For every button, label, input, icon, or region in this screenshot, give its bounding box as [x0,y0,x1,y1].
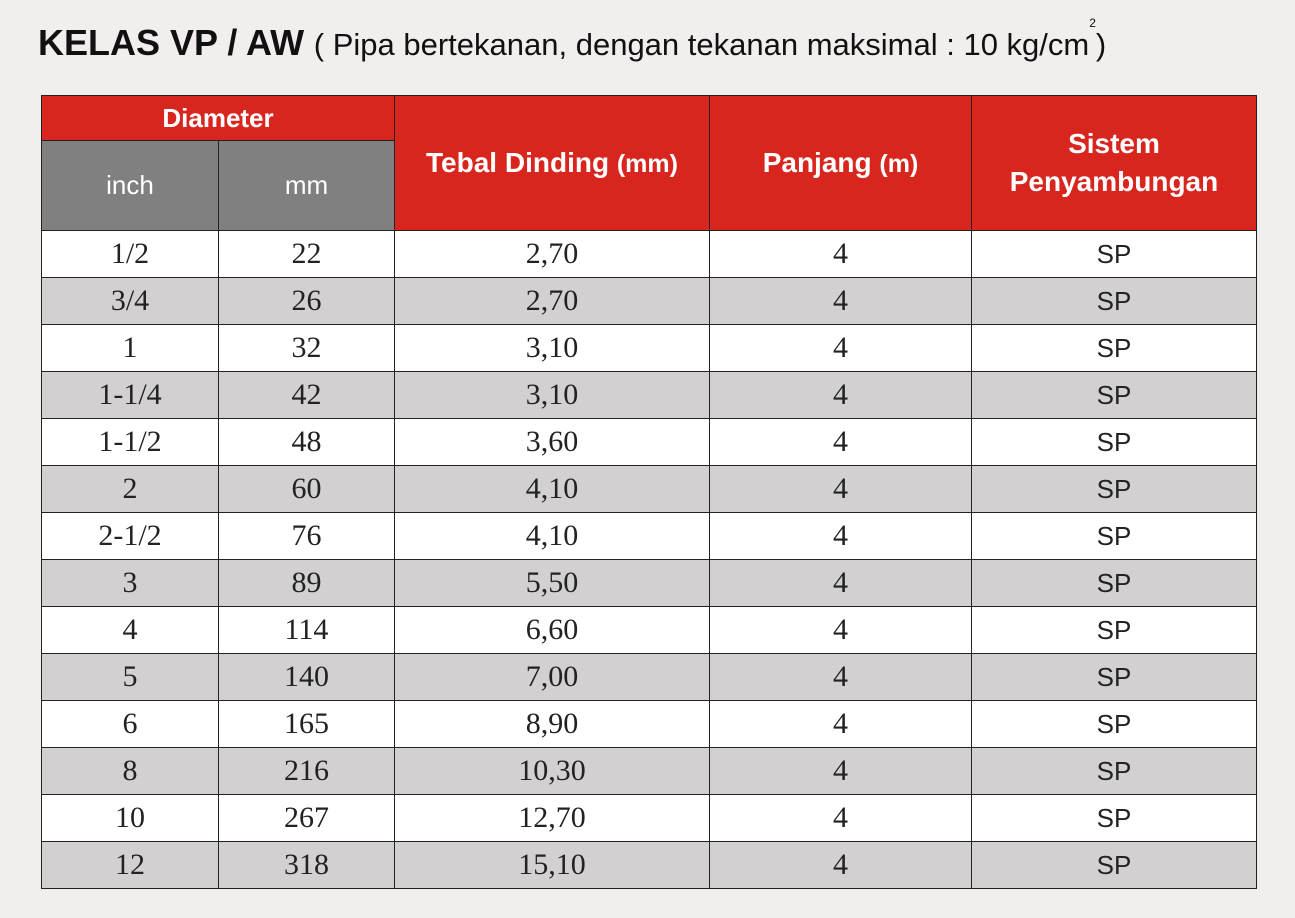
title-description: ( Pipa bertekanan, dengan tekanan maksimal : 10 kg/cm [313,27,1090,62]
cell-inch: 3 [42,560,219,607]
cell-tebal: 5,50 [395,560,710,607]
table-row [42,372,1257,419]
header-panjang [710,96,972,231]
header-panjang-unit: (m) [879,149,919,178]
cell-mm: 60 [219,466,395,513]
table-row [42,513,1257,560]
cell-mm: 32 [219,325,395,372]
table-row [42,748,1257,795]
cell-tebal: 12,70 [395,795,710,842]
table-row [42,325,1257,372]
cell-mm: 267 [219,795,395,842]
cell-panjang: 4 [710,748,972,795]
cell-panjang: 4 [710,466,972,513]
cell-panjang: 4 [710,513,972,560]
cell-inch: 1 [42,325,219,372]
cell-inch: 8 [42,748,219,795]
cell-panjang: 4 [710,560,972,607]
header-tebal-dinding [395,96,710,231]
table-row [42,419,1257,466]
cell-inch: 6 [42,701,219,748]
header-sistem-penyambungan [972,96,1257,231]
cell-inch: 3/4 [42,278,219,325]
cell-panjang: 4 [710,795,972,842]
cell-inch: 1-1/2 [42,419,219,466]
table-body [42,231,1257,889]
header-diameter: Diameter [42,96,395,141]
cell-tebal: 8,90 [395,701,710,748]
header-sistem-line2: Penyambungan [1009,166,1219,197]
cell-sistem: SP [972,654,1257,701]
cell-inch: 4 [42,607,219,654]
cell-panjang: 4 [710,419,972,466]
header-mm: mm [219,141,395,231]
table-row [42,795,1257,842]
cell-sistem: SP [972,701,1257,748]
cell-tebal: 4,10 [395,513,710,560]
cell-tebal: 6,60 [395,607,710,654]
cell-panjang: 4 [710,278,972,325]
cell-tebal: 3,60 [395,419,710,466]
table-row [42,466,1257,513]
cell-tebal: 7,00 [395,654,710,701]
cell-mm: 216 [219,748,395,795]
cell-mm: 76 [219,513,395,560]
cell-mm: 114 [219,607,395,654]
cell-mm: 318 [219,842,395,889]
title-class: KELAS VP / AW [38,22,305,63]
cell-sistem: SP [972,513,1257,560]
cell-tebal: 2,70 [395,278,710,325]
table-row [42,231,1257,278]
table-row [42,842,1257,889]
cell-tebal: 3,10 [395,325,710,372]
header-tebal-unit: (mm) [616,149,678,178]
cell-mm: 165 [219,701,395,748]
title-superscript: 2 [1089,16,1096,30]
cell-inch: 2-1/2 [42,513,219,560]
cell-panjang: 4 [710,842,972,889]
cell-inch: 5 [42,654,219,701]
cell-mm: 42 [219,372,395,419]
cell-mm: 22 [219,231,395,278]
cell-sistem: SP [972,325,1257,372]
cell-mm: 140 [219,654,395,701]
cell-tebal: 15,10 [395,842,710,889]
cell-panjang: 4 [710,325,972,372]
cell-tebal: 10,30 [395,748,710,795]
cell-sistem: SP [972,607,1257,654]
table-row [42,654,1257,701]
cell-inch: 12 [42,842,219,889]
cell-sistem: SP [972,466,1257,513]
cell-panjang: 4 [710,701,972,748]
header-sistem-line1: Sistem [1068,128,1160,159]
cell-panjang: 4 [710,607,972,654]
cell-tebal: 4,10 [395,466,710,513]
cell-mm: 48 [219,419,395,466]
cell-sistem: SP [972,419,1257,466]
table-row [42,607,1257,654]
title-close: ) [1095,27,1107,62]
cell-mm: 89 [219,560,395,607]
cell-sistem: SP [972,748,1257,795]
pipe-spec-table [41,95,1257,889]
table-row [42,701,1257,748]
cell-inch: 10 [42,795,219,842]
cell-inch: 1/2 [42,231,219,278]
cell-panjang: 4 [710,372,972,419]
header-inch: inch [42,141,219,231]
cell-sistem: SP [972,278,1257,325]
cell-panjang: 4 [710,654,972,701]
cell-inch: 1-1/4 [42,372,219,419]
cell-sistem: SP [972,795,1257,842]
header-tebal-label: Tebal Dinding [426,146,610,178]
cell-mm: 26 [219,278,395,325]
table-row [42,560,1257,607]
cell-sistem: SP [972,231,1257,278]
cell-tebal: 2,70 [395,231,710,278]
cell-sistem: SP [972,560,1257,607]
cell-panjang: 4 [710,231,972,278]
cell-sistem: SP [972,842,1257,889]
cell-tebal: 3,10 [395,372,710,419]
header-panjang-label: Panjang [762,146,872,178]
cell-sistem: SP [972,372,1257,419]
cell-inch: 2 [42,466,219,513]
page-title [38,16,1107,64]
table-row [42,278,1257,325]
